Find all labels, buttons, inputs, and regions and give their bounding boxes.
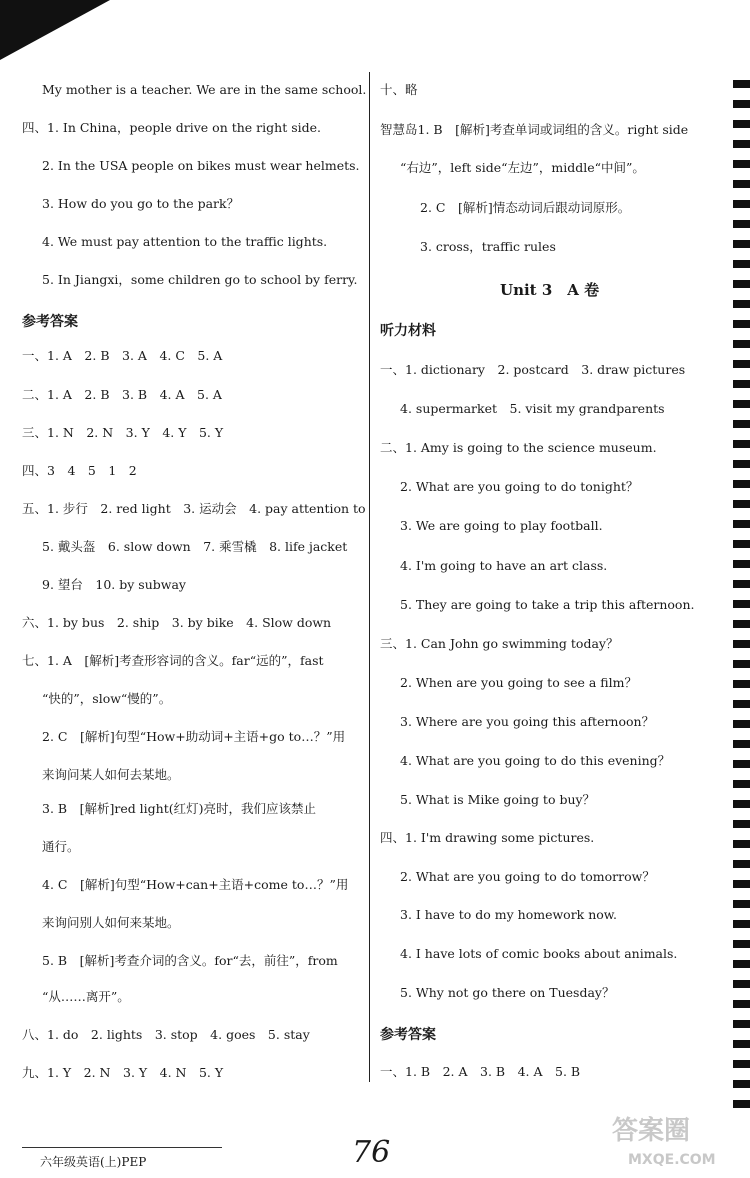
corner-mark — [0, 0, 110, 60]
left-text-line: 一、1. A 2. B 3. A 4. C 5. A — [22, 348, 223, 363]
right-text-line: 5. What is Mike going to buy？ — [400, 792, 596, 807]
column-divider — [369, 72, 370, 1082]
edge-mark — [733, 660, 750, 668]
right-text-line: 三、1. Can John go swimming today？ — [380, 636, 619, 651]
left-text-line: 二、1. A 2. B 3. B 4. A 5. A — [22, 387, 222, 402]
edge-mark — [733, 1040, 750, 1048]
footer-text: 六年级英语(上)PEP — [40, 1155, 147, 1169]
edge-mark — [733, 640, 750, 648]
edge-mark — [733, 580, 750, 588]
edge-mark — [733, 140, 750, 148]
edge-mark — [733, 360, 750, 368]
left-text-line: 4. C [解析]句型“How+can+主语+come to…？”用 — [42, 877, 349, 892]
right-text-line: 一、1. B 2. A 3. B 4. A 5. B — [380, 1064, 581, 1079]
edge-mark — [733, 460, 750, 468]
edge-mark — [733, 980, 750, 988]
edge-mark — [733, 680, 750, 688]
edge-mark — [733, 380, 750, 388]
right-text-line: 5. They are going to take a trip this afternoon. — [400, 597, 695, 612]
watermark-logo: 答案圈 — [612, 1116, 691, 1146]
edge-mark — [733, 720, 750, 728]
watermark-url: MXQE.COM — [628, 1152, 716, 1168]
left-text-line: 九、1. Y 2. N 3. Y 4. N 5. Y — [22, 1065, 224, 1080]
right-text-line: 2. C [解析]情态动词后跟动词原形。 — [420, 200, 631, 215]
edge-mark — [733, 780, 750, 788]
right-text-line: 2. What are you going to do tonight？ — [400, 479, 639, 494]
edge-mark — [733, 480, 750, 488]
left-text-line: 3. B [解析]red light(红灯)亮时，我们应该禁止 — [42, 801, 317, 816]
edge-mark — [733, 540, 750, 548]
edge-mark — [733, 1060, 750, 1068]
edge-mark — [733, 700, 750, 708]
left-text-line: 八、1. do 2. lights 3. stop 4. goes 5. stay — [22, 1027, 310, 1042]
edge-mark — [733, 820, 750, 828]
edge-mark — [733, 920, 750, 928]
edge-mark — [733, 880, 750, 888]
edge-mark — [733, 960, 750, 968]
edge-mark — [733, 500, 750, 508]
edge-mark — [733, 900, 750, 908]
edge-mark — [733, 1000, 750, 1008]
edge-mark — [733, 600, 750, 608]
edge-mark — [733, 800, 750, 808]
edge-mark — [733, 260, 750, 268]
edge-mark — [733, 300, 750, 308]
left-text-line: “从……离开”。 — [42, 989, 130, 1004]
edge-mark — [733, 160, 750, 168]
edge-mark — [733, 440, 750, 448]
right-text-line: 四、1. I'm drawing some pictures. — [380, 830, 595, 845]
edge-mark — [733, 100, 750, 108]
left-text-line: 通行。 — [42, 839, 80, 854]
page-number: 76 — [352, 1135, 391, 1170]
edge-mark — [733, 240, 750, 248]
right-text-line: 4. I have lots of comic books about animals. — [400, 946, 678, 961]
left-text-line: 4. We must pay attention to the traffic lights. — [42, 234, 328, 249]
edge-mark — [733, 1020, 750, 1028]
left-text-line: 2. In the USA people on bikes must wear helmets. — [42, 158, 360, 173]
edge-mark — [733, 420, 750, 428]
edge-mark — [733, 840, 750, 848]
edge-mark — [733, 1080, 750, 1088]
right-text-line: 二、1. Amy is going to the science museum. — [380, 440, 657, 455]
left-text-line: 三、1. N 2. N 3. Y 4. Y 5. Y — [22, 425, 224, 440]
edge-mark — [733, 340, 750, 348]
edge-mark — [733, 180, 750, 188]
edge-mark — [733, 1100, 750, 1108]
left-text-line: 5. 戴头盔 6. slow down 7. 乘雪橇 8. life jacket — [42, 539, 348, 554]
edge-mark — [733, 520, 750, 528]
edge-mark — [733, 560, 750, 568]
left-text-line: 3. How do you go to the park？ — [42, 196, 240, 211]
edge-mark — [733, 200, 750, 208]
edge-mark — [733, 280, 750, 288]
left-text-line: 2. C [解析]句型“How+助动词+主语+go to…？”用 — [42, 729, 346, 744]
edge-mark — [733, 940, 750, 948]
edge-mark — [733, 320, 750, 328]
edge-mark — [733, 120, 750, 128]
answers-heading-left: 参考答案 — [22, 314, 78, 330]
right-text-line: 智慧岛1. B [解析]考查单词或词组的含义。right side — [380, 122, 689, 137]
right-text-line: 5. Why not go there on Tuesday？ — [400, 985, 615, 1000]
right-text-line: 3. cross，traffic rules — [420, 239, 556, 254]
left-text-line: 来询问某人如何去某地。 — [42, 767, 180, 782]
left-text-line: 9. 望台 10. by subway — [42, 577, 186, 592]
right-text-line: 4. supermarket 5. visit my grandparents — [400, 401, 665, 416]
left-text-line: 5. B [解析]考查介词的含义。for“去，前往”，from — [42, 953, 338, 968]
right-text-line: 一、1. dictionary 2. postcard 3. draw pictures — [380, 362, 686, 377]
right-text-line: 3. I have to do my homework now. — [400, 907, 617, 922]
right-text-line: “右边”，left side“左边”，middle“中间”。 — [400, 160, 645, 175]
edge-mark — [733, 80, 750, 88]
edge-mark — [733, 740, 750, 748]
right-text-line: 2. What are you going to do tomorrow？ — [400, 869, 655, 884]
left-text-line: 四、3 4 5 1 2 — [22, 463, 137, 478]
right-text-line: 2. When are you going to see a film？ — [400, 675, 637, 690]
left-text-line: 来询问别人如何来某地。 — [42, 915, 180, 930]
left-text-line: My mother is a teacher. We are in the same school. — [42, 82, 367, 97]
left-text-line: 四、1. In China，people drive on the right side. — [22, 120, 321, 135]
right-text-line: 3. We are going to play football. — [400, 518, 603, 533]
edge-mark — [733, 620, 750, 628]
listening-material-heading: 听力材料 — [380, 323, 436, 339]
edge-mark — [733, 220, 750, 228]
unit-title: Unit 3 A 卷 — [500, 281, 600, 299]
footer-rule — [22, 1147, 222, 1148]
left-text-line: 5. In Jiangxi，some children go to school by ferry. — [42, 272, 358, 287]
edge-mark — [733, 400, 750, 408]
answers-heading-right: 参考答案 — [380, 1027, 436, 1043]
right-text-line: 4. I'm going to have an art class. — [400, 558, 608, 573]
left-text-line: “快的”，slow“慢的”。 — [42, 691, 172, 706]
right-text-line: 十、略 — [380, 82, 418, 97]
left-text-line: 五、1. 步行 2. red light 3. 运动会 4. pay attention to — [22, 501, 366, 516]
left-text-line: 七、1. A [解析]考查形容词的含义。far“远的”，fast — [22, 653, 324, 668]
right-text-line: 3. Where are you going this afternoon？ — [400, 714, 655, 729]
edge-mark — [733, 760, 750, 768]
edge-mark — [733, 860, 750, 868]
right-text-line: 4. What are you going to do this evening？ — [400, 753, 671, 768]
left-text-line: 六、1. by bus 2. ship 3. by bike 4. Slow down — [22, 615, 332, 630]
